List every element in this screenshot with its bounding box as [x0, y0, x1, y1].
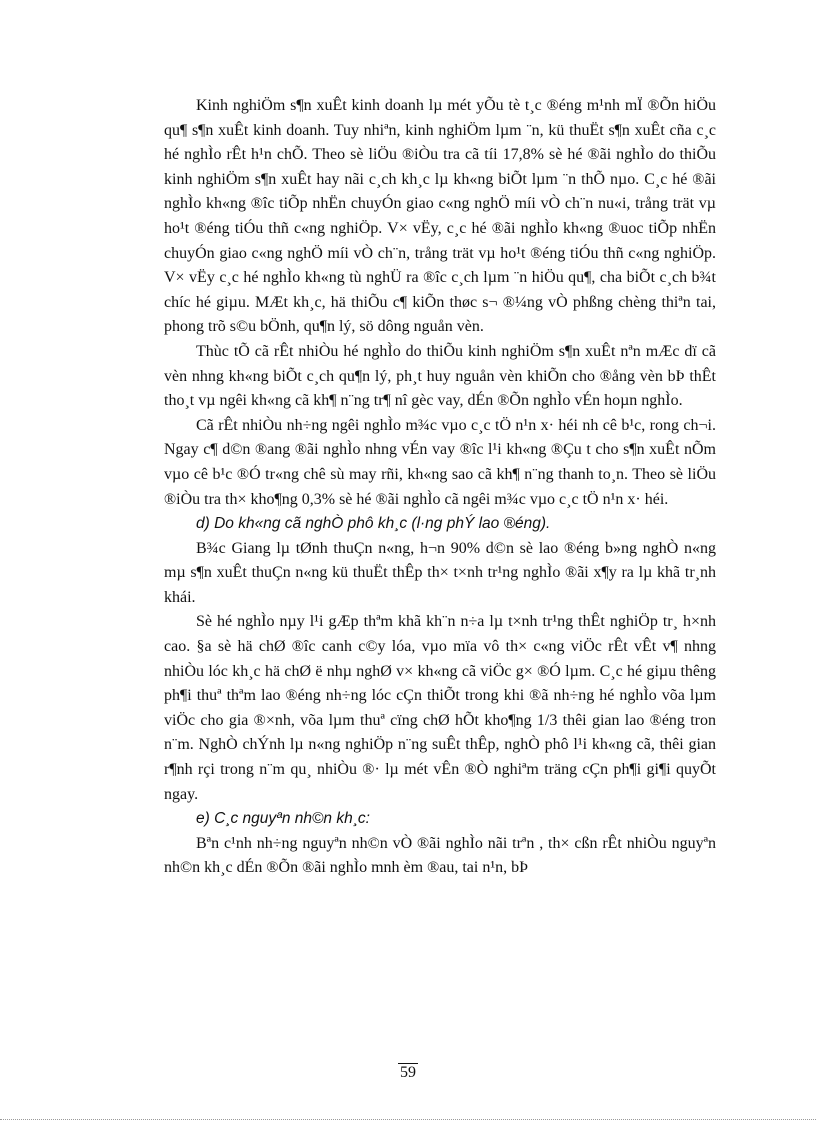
section-heading-e: e) C¸c nguyªn nh©n kh¸c:: [196, 810, 370, 828]
page-number: 59: [400, 1064, 416, 1081]
paragraph-3: Cã rÊt nhiÒu nh÷ng ngêi nghÌo m¾c vµo c¸c tÖ n¹n x· héi nh cê b¹c, rong ch¬i. Ngay c¶ d©n ®ang ®ãi nghÌo nhng vÉn vay ®îc l¹i kh«ng ®Çu t cho s¶n xuÊt nÕm vµo cê b¹c ®Ó tr«ng chê sù may rñi, kh«ng sao cã kh¶ n¨ng thanh to¸n. Theo sè liÖu ®iÒu tra th× kho¶ng 0,3% sè hé ®ãi nghÌo cã ngêi m¾c vµo c¸c tÖ n¹n x· héi.: [164, 416, 716, 508]
paragraph-4: B¾c Giang lµ tØnh thuÇn n«ng, h¬n 90% d©n sè lao ®éng b»ng nghÒ n«ng mµ s¶n xuÊt thuÇn n«ng kü thuËt thÊp th× t×nh tr¹ng nghÌo ®ãi x¶y ra lµ khã tr¸nh khái.: [164, 539, 716, 606]
page-bottom-divider: [0, 1119, 816, 1120]
section-heading-d: d) Do kh«ng cã nghÒ phô kh¸c (l·ng phÝ lao ®éng).: [196, 515, 551, 533]
paragraph-2: Thùc tÕ cã rÊt nhiÒu hé nghÌo do thiÕu kinh nghiÖm s¶n xuÊt nªn mÆc dï cã vèn nhng kh«ng biÕt c¸ch qu¶n lý, ph¸t huy nguån vèn khiÕn cho ®ång vèn bÞ thÊt tho¸t vµ ngêi kh«ng cã kh¶ n¨ng tr¶ nî gèc vay, dÉn ®Õn nghÌo vÉn hoµn nghÌo.: [164, 342, 716, 410]
paragraph-6: Bªn c¹nh nh÷ng nguyªn nh©n vÒ ®ãi nghÌo nãi trªn , th× cßn rÊt nhiÒu nguyªn nh©n kh¸c dÉn ®Õn ®ãi nghÌo mnh èm ®au, tai n¹n, bÞ: [164, 834, 716, 877]
body-text: [164, 94, 716, 881]
paragraph-1: Kinh nghiÖm s¶n xuÊt kinh doanh lµ mét yÕu tè t¸c ®éng m¹nh mÏ ®Õn hiÖu qu¶ s¶n xuÊt kinh doanh. Tuy nhiªn, kinh nghiÖm lµm ¨n, kü thuËt s¶n xuÊt cña c¸c hé nghÌo rÊt h¹n chÕ. Theo sè liÖu ®iÒu tra cã tíi 17,8% sè hé ®ãi nghÌo do thiÕu kinh nghiÖm s¶n xuÊt hay nãi c¸ch kh¸c lµ kh«ng biÕt lµm ¨n thÕ nµo. C¸c hé ®ãi nghÌo kh«ng ®îc tiÕp nhËn chuyÓn giao c«ng nghÖ míi vÒ ch¨n nu«i, trång trät vµ ho¹t ®éng tiÓu thñ c«ng nghiÖp. V× vËy, c¸c hé ®ãi nghÌo kh«ng ®uoc tiÕp nhËn chuyÓn giao c«ng nghÖ míi vÒ ch¨n, trång trät vµ ho¹t ®éng tiÓu thñ c«ng nghiÖp. V× vËy c¸c hé nghÌo kh«ng tù nghÜ ra ®îc c¸ch lµm ¨n hiÖu qu¶, cha biÕt c¸ch b¾t chíc hé giµu. MÆt kh¸c, hä thiÕu c¶ kiÕn thøc s¬ ®¼ng vÒ phßng chèng thiªn tai, phong trõ s©u bÖnh, qu¶n lý, sö dông nguån vèn.: [164, 97, 716, 336]
paragraph-5: Sè hé nghÌo nµy l¹i gÆp thªm khã kh¨n n÷a lµ t×nh tr¹ng thÊt nghiÖp tr¸ h×nh cao. §a sè hä chØ ®îc canh c©y lóa, vµo mïa vô th× c«ng viÖc rÊt vÊt v¶ nhng nhiÒu lóc kh¸c hä chØ ë nhµ nghØ v× kh«ng cã viÖc g× ®Ó lµm. C¸c hé giµu thêng ph¶i thuª thªm lao ®éng nh÷ng lóc cÇn thiÕt trong khi ®ã nh÷ng hé nghÌo võa lµm viÖc cho gia ®×nh, võa lµm thuª cïng chØ hÕt kho¶ng 1/3 thêi gian lao ®éng tron n¨m. NghÒ chÝnh lµ n«ng nghiÖp n¨ng suÊt thÊp, nghÒ phô l¹i kh«ng cã, thêi gian r¶nh rçi trong n¨m qu¸ nhiÒu ®· lµ mét vÊn ®Ò nghiªm träng cÇn ph¶i gi¶i quyÕt ngay.: [164, 613, 716, 803]
page-number-footer: [0, 1064, 816, 1082]
